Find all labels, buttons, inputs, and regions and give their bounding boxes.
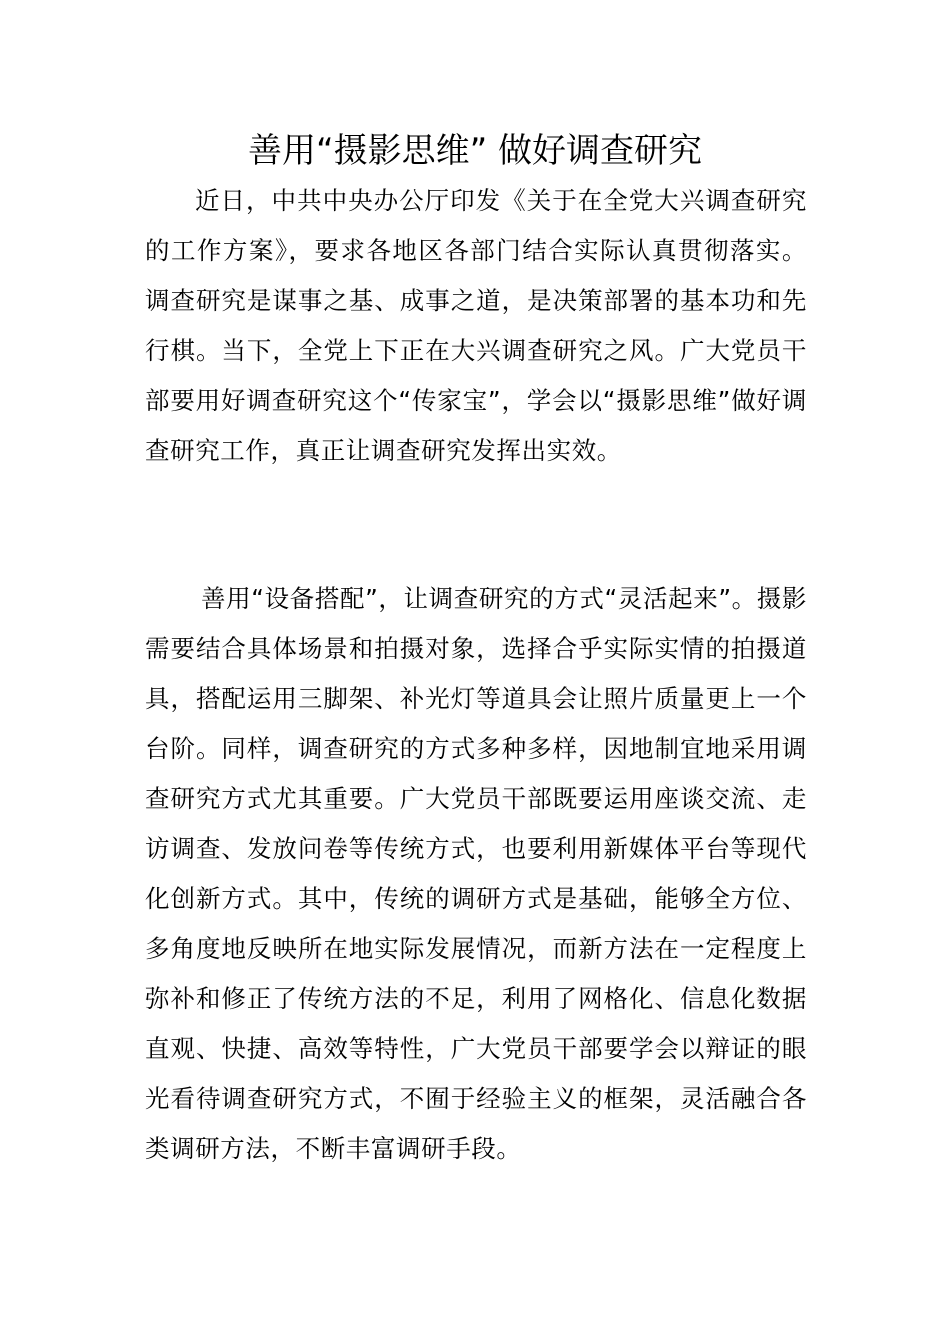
document-title: 善用“摄影思维” 做好调查研究 (247, 131, 703, 171)
paragraph-intro: 近日，中共中央办公厅印发《关于在全党大兴调查研究的工作方案》，要求各地区各部门结合实际认真贯彻落实。调查研究是谋事之基、成事之道，是决策部署的基本功和先行棋。当下，全党上下正在大兴调查研究之风。广大党员干部要用好调查研究这个“传家宝”，学会以“摄影思维”做好调查研究工作，真正让调查研究发挥出实效。 (145, 186, 807, 465)
paragraph-equipment: 善用“设备搭配”，让调查研究的方式“灵活起来”。摄影需要结合具体场景和拍摄对象，选择合乎实际实情的拍摄道具，搭配运用三脚架、补光灯等道具会让照片质量更上一个台阶。同样，调查研究的方式多种多样，因地制宜地采用调查研究方式尤其重要。广大党员干部既要运用座谈交流、走访调查、发放问卷等传统方式，也要利用新媒体平台等现代化创新方式。其中，传统的调研方式是基础，能够全方位、多角度地反映所在地实际发展情况，而新方法在一定程度上弥补和修正了传统方法的不足，利用了网格化、信息化数据直观、快捷、高效等特性，广大党员干部要学会以辩证的眼光看待调查研究方式，不囿于经验主义的框架，灵活融合各类调研方法，不断丰富调研手段。 (145, 584, 807, 1163)
